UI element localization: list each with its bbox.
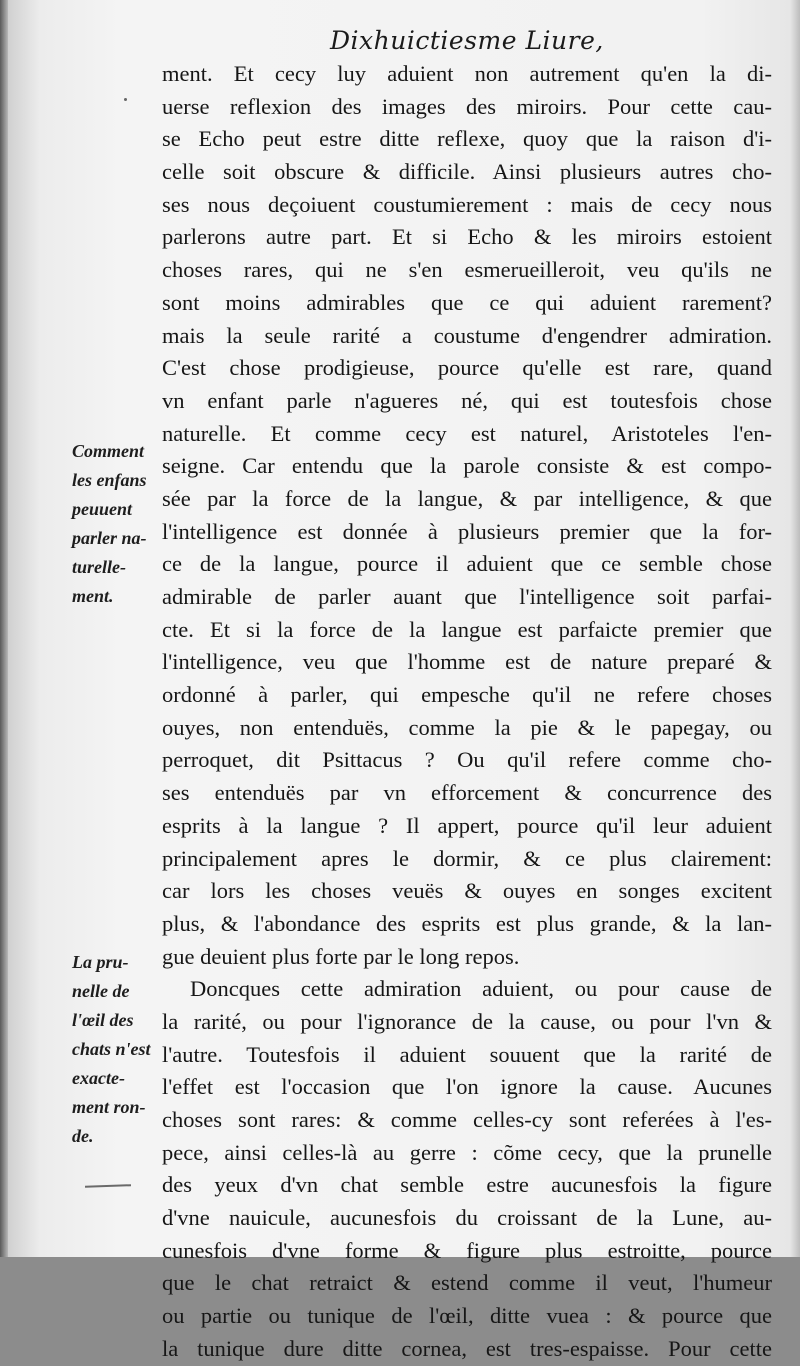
text-line: sée par la force de la langue, & par intelligence, & que (162, 485, 772, 511)
margin-note-line: nelle de (72, 981, 130, 1001)
margin-note-cat-pupil (72, 948, 164, 1151)
text-line: admirable de parler auant que l'intelligence soit parfai- (162, 584, 772, 609)
text-line: ordonné à parler, qui empesche qu'il ne refere choses (162, 682, 772, 708)
text-line: ou partie ou tunique de l'œil, ditte vuea : & pource que (162, 1303, 772, 1329)
text-line: naturelle. Et comme cecy est naturel, Aristoteles l'en- (162, 420, 772, 446)
text-line: choses sont rares: & comme celles-cy sont referées à l'es- (162, 1107, 772, 1132)
page-binding-edge (0, 0, 8, 1257)
body-text (162, 58, 772, 1366)
text-line: C'est chose prodigieuse, pource qu'elle est rare, quand (162, 355, 772, 381)
text-line: esprits à la langue ? Il appert, pource qu'il leur aduient (162, 812, 772, 838)
text-line: sont moins admirables que ce qui aduient rarement? (162, 289, 772, 315)
text-line: l'intelligence, veu que l'homme est de nature preparé & (162, 649, 772, 675)
margin-note-line: peuuent (72, 499, 133, 519)
margin-note-line: La pru- (72, 952, 129, 972)
text-line: perroquet, dit Psittacus ? Ou qu'il refere comme cho- (162, 747, 772, 773)
margin-note-line: Comment (72, 441, 145, 461)
margin-note-line: exacte- (72, 1068, 125, 1088)
text-line: cte. Et si la force de la langue est parfaicte premier que (162, 616, 772, 642)
text-line: des yeux d'vn chat semble estre aucunesfois la figure (162, 1172, 772, 1198)
text-line: choses rares, qui ne s'en esmerueilleroit, veu qu'ils ne (162, 257, 772, 283)
text-line: cunesfois d'vne forme & figure plus estroitte, pource (162, 1237, 772, 1263)
text-line: car lors les choses veuës & ouyes en songes excitent (162, 878, 772, 904)
text-line: l'intelligence est donnée à plusieurs premier que la for- (162, 518, 772, 544)
text-line: que le chat retraict & estend comme il veut, l'humeur (162, 1270, 772, 1296)
text-line: la tunique dure ditte cornea, est tres-espaisse. Pour cette (162, 1335, 772, 1361)
text-line: Doncques cette admiration aduient, ou pour cause de (190, 976, 772, 1002)
margin-note-children-speaking (72, 437, 164, 611)
margin-note-line: de. (72, 1126, 94, 1146)
margin-note-line: ment. (72, 586, 114, 606)
margin-note-line: turelle- (72, 557, 126, 577)
text-line: parlerons autre part. Et si Echo & les miroirs estoient (162, 224, 772, 250)
text-line: la rarité, ou pour l'ignorance de la cause, ou pour l'vn & (162, 1008, 772, 1034)
text-line: plus, & l'abondance des esprits est plus grande, & la lan- (162, 910, 772, 936)
margin-note-line: l'œil des (72, 1010, 134, 1030)
text-line: pece, ainsi celles-là au gerre : cõme cecy, que la prunelle (162, 1139, 772, 1165)
text-line: ses entenduës par vn efforcement & concurrence des (162, 780, 772, 806)
text-line: ses nous deçoiuent coustumierement : mais de cecy nous (162, 191, 772, 217)
margin-dash-ornament (85, 1184, 131, 1188)
text-line: l'autre. Toutesfois il aduient souuent que la rarité de (162, 1041, 772, 1067)
text-line: seigne. Car entendu que la parole consiste & est compo- (162, 453, 772, 479)
margin-note-line: parler na- (72, 528, 147, 548)
text-line: gue deuient plus forte par le long repos. (162, 943, 520, 969)
text-line: ce de la langue, pource il aduient que ce semble chose (162, 551, 772, 577)
text-line: vn enfant parle n'agueres né, qui est toutesfois chose (162, 387, 772, 413)
margin-note-line: les enfans (72, 470, 147, 490)
text-line: celle soit obscure & difficile. Ainsi plusieurs autres cho- (162, 159, 772, 185)
text-line: l'effet est l'occasion que l'on ignore la cause. Aucunes (162, 1074, 772, 1100)
text-line: se Echo peut estre ditte reflexe, quoy que la raison d'i- (162, 126, 772, 152)
text-line: uerse reflexion des images des miroirs. Pour cette cau- (162, 93, 772, 119)
running-head: Dixhuictiesme Liure, (330, 26, 604, 55)
text-line: mais la seule rarité a coustume d'engendrer admiration. (162, 322, 772, 348)
ink-speck (124, 98, 127, 101)
text-line: ment. Et cecy luy aduient non autrement qu'en la di- (162, 61, 772, 86)
margin-note-line: chats n'est (72, 1039, 151, 1059)
text-line: d'vne nauicule, aucunesfois du croissant de la Lune, au- (162, 1205, 772, 1231)
text-line: ouyes, non entenduës, comme la pie & le papegay, ou (162, 714, 772, 740)
margin-note-line: ment ron- (72, 1097, 146, 1117)
text-line: principalement apres le dormir, & ce plus clairement: (162, 845, 772, 871)
